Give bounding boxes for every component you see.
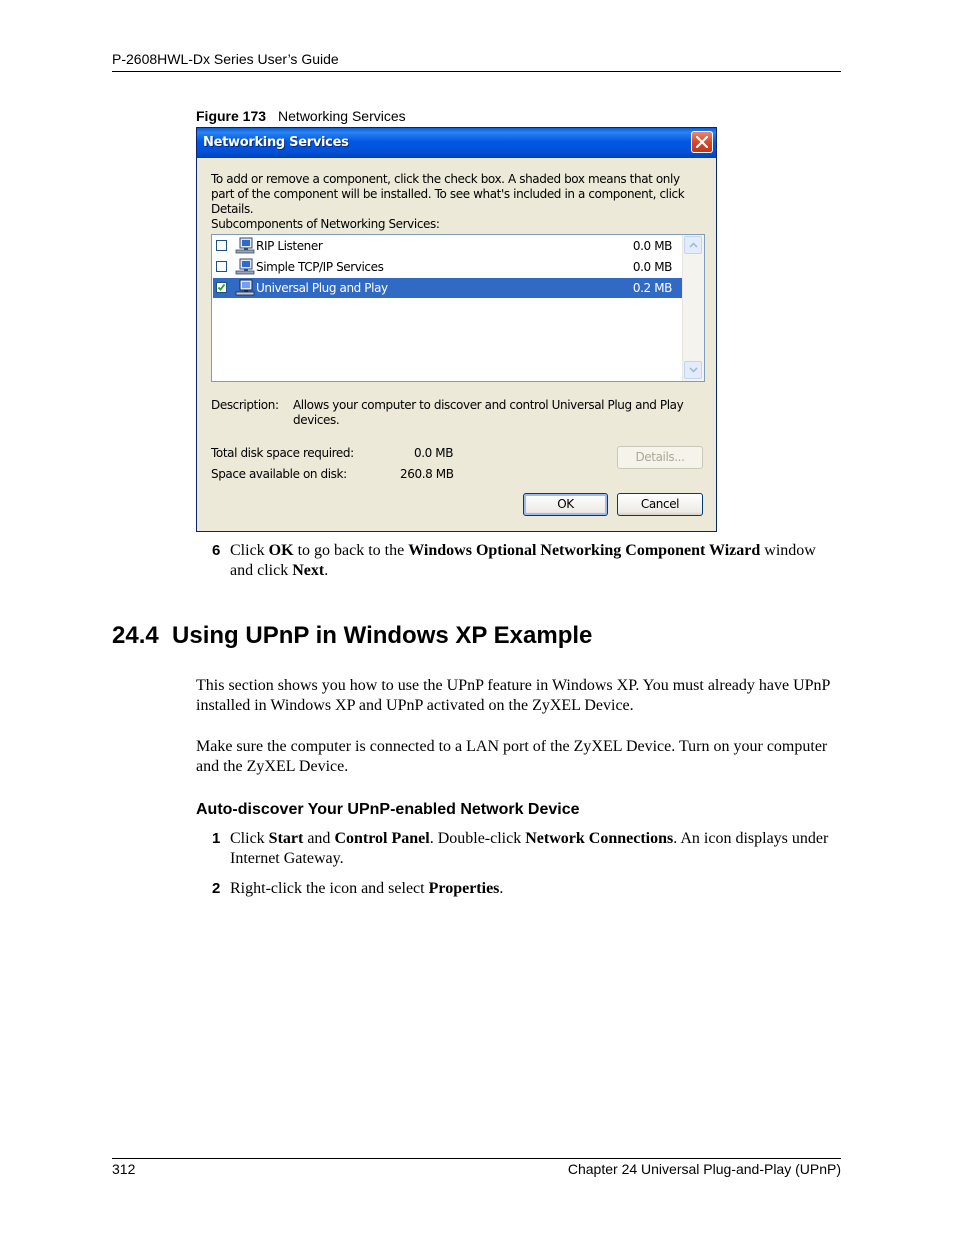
text-run: Click bbox=[230, 830, 269, 847]
dialog-title: Networking Services bbox=[203, 135, 349, 150]
footer-rule bbox=[112, 1158, 841, 1159]
text-run: window and click bbox=[230, 542, 816, 579]
cancel-button[interactable]: Cancel bbox=[617, 493, 703, 516]
dialog-titlebar[interactable] bbox=[197, 128, 716, 158]
subheading: Auto-discover Your UPnP-enabled Network Device bbox=[196, 801, 580, 818]
bold-run: Windows Optional Networking Component Wizard bbox=[408, 542, 761, 559]
disk-required-value: 0.0 MB bbox=[414, 446, 454, 460]
list-item-simple-tcp-ip[interactable] bbox=[213, 257, 682, 277]
text-run: . bbox=[324, 562, 329, 579]
chevron-up-icon bbox=[689, 242, 698, 248]
description-label: Description: bbox=[211, 398, 279, 412]
scroll-up-button[interactable] bbox=[684, 236, 702, 254]
description-text: Allows your computer to discover and control Universal Plug and Play devices. bbox=[293, 398, 684, 427]
bold-run: OK bbox=[268, 542, 294, 559]
bold-run: Control Panel bbox=[334, 830, 430, 847]
close-button[interactable] bbox=[691, 131, 713, 153]
item-name: RIP Listener bbox=[256, 239, 323, 253]
header-rule bbox=[112, 71, 841, 72]
step-2-text bbox=[230, 879, 840, 899]
text-run: Right-click the icon and select bbox=[230, 880, 429, 897]
text-run: to go back to the bbox=[293, 542, 409, 559]
figure-title: Networking Services bbox=[278, 108, 406, 124]
close-icon bbox=[696, 136, 708, 148]
bold-run: Properties bbox=[428, 880, 500, 897]
item-name: Simple TCP/IP Services bbox=[256, 260, 384, 274]
network-component-icon bbox=[235, 258, 255, 276]
subcomponents-list[interactable] bbox=[211, 234, 705, 382]
disk-required-label: Total disk space required: bbox=[211, 446, 354, 460]
list-item-rip-listener[interactable] bbox=[213, 236, 682, 256]
text-run: Click bbox=[230, 542, 269, 559]
step-number: 1 bbox=[212, 830, 221, 847]
network-component-icon bbox=[235, 237, 255, 255]
network-component-icon bbox=[235, 279, 255, 297]
checkbox-simple-tcp-ip[interactable] bbox=[216, 261, 227, 272]
item-size: 0.2 MB bbox=[632, 281, 672, 295]
dialog-intro-text: To add or remove a component, click the check box. A shaded box means that only part of the component will be installed. To see what's included in a component, click Details. bbox=[211, 172, 685, 216]
list-item-universal-plug-and-play[interactable] bbox=[213, 278, 682, 298]
item-name: Universal Plug and Play bbox=[256, 281, 388, 295]
subcomponents-label: Subcomponents of Networking Services: bbox=[211, 217, 440, 231]
section-title: 24.4 Using UPnP in Windows XP Example bbox=[112, 622, 593, 649]
checkbox-universal-plug-and-play[interactable] bbox=[216, 282, 227, 293]
item-size: 0.0 MB bbox=[632, 239, 672, 253]
item-size: 0.0 MB bbox=[632, 260, 672, 274]
step-number: 6 bbox=[212, 542, 221, 559]
ok-button[interactable]: OK bbox=[523, 493, 608, 516]
figure-label: Figure 173 bbox=[196, 108, 267, 124]
chapter-title: Chapter 24 Universal Plug-and-Play (UPnP) bbox=[567, 1161, 841, 1177]
bold-run: Start bbox=[268, 830, 304, 847]
step-6-text bbox=[230, 541, 830, 581]
list-scrollbar[interactable] bbox=[682, 235, 704, 381]
checkbox-rip-listener[interactable] bbox=[216, 240, 227, 251]
text-run: . An icon displays under Internet Gateway. bbox=[230, 830, 829, 867]
details-button[interactable]: Details... bbox=[617, 446, 703, 469]
page-number: 312 bbox=[112, 1161, 136, 1177]
figure-caption bbox=[196, 108, 406, 124]
step-number: 2 bbox=[212, 880, 221, 897]
paragraph: This section shows you how to use the UPnP feature in Windows XP. You must already have UPnP installed in Windows XP and UPnP activated on the ZyXEL Device. bbox=[196, 677, 830, 714]
checkmark-icon bbox=[217, 283, 226, 292]
page-header: P-2608HWL-Dx Series User’s Guide bbox=[112, 51, 339, 67]
disk-available-value: 260.8 MB bbox=[400, 467, 454, 481]
text-run: . bbox=[499, 880, 504, 897]
step-1-text bbox=[230, 829, 840, 869]
networking-services-dialog bbox=[196, 127, 717, 532]
scroll-down-button[interactable] bbox=[684, 361, 702, 379]
disk-available-label: Space available on disk: bbox=[211, 467, 347, 481]
paragraph: Make sure the computer is connected to a LAN port of the ZyXEL Device. Turn on your computer and the ZyXEL Device. bbox=[196, 738, 828, 775]
bold-run: Next bbox=[292, 562, 325, 579]
text-run: . Double-click bbox=[429, 830, 526, 847]
chevron-down-icon bbox=[689, 367, 698, 373]
bold-run: Network Connections bbox=[525, 830, 674, 847]
text-run: and bbox=[303, 830, 335, 847]
